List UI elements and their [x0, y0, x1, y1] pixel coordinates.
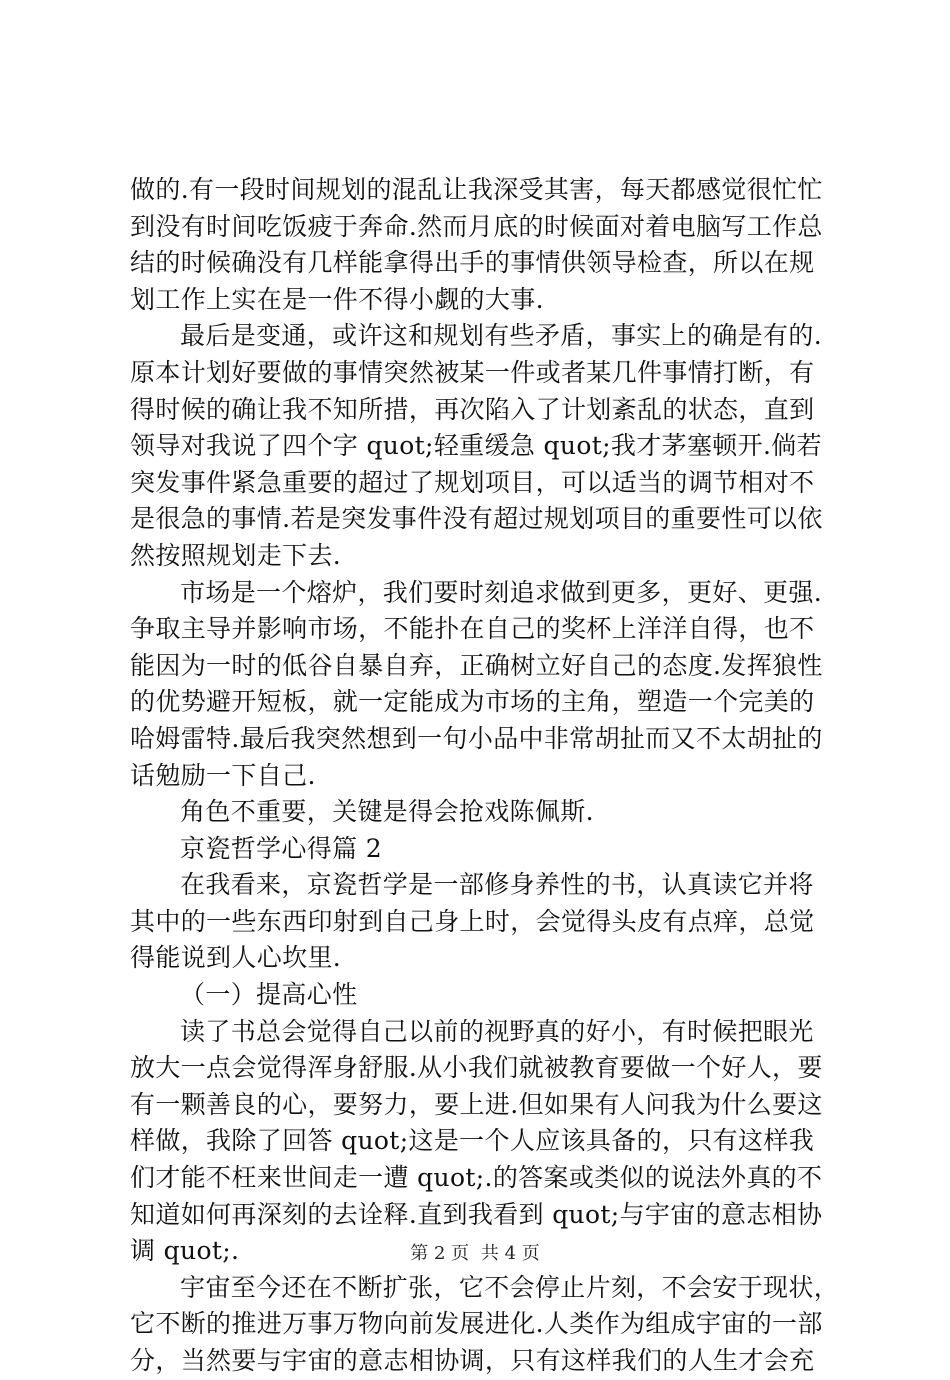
text-line: 最后是变通，或许这和规划有些矛盾，事实上的确是有的. [180, 321, 823, 351]
text-line: 们才能不枉来世间走一遭 quot;.的答案或类似的说法外真的不 [130, 1163, 823, 1193]
text-line: 的优势避开短板，就一定能成为市场的主角，塑造一个完美的 [130, 687, 815, 717]
text-line: 有一颗善良的心，要努力，要上进.但如果有人问我为什么要这 [130, 1089, 823, 1119]
page-footer [0, 1242, 950, 1266]
text-line: 样做，我除了回答 quot;这是一个人应该具备的，只有这样我 [130, 1126, 815, 1156]
page-total: 共 4 页 [480, 1243, 540, 1264]
text-line: 能因为一时的低谷自暴自弃，正确树立好自己的态度.发挥狼性 [130, 650, 823, 680]
text-line: 京瓷哲学心得篇 2 [180, 833, 383, 863]
text-line: 得能说到人心坎里. [130, 943, 342, 973]
page-number: 第 2 页 [410, 1243, 470, 1264]
text-line: 然按照规划走下去. [130, 540, 342, 570]
text-line: 划工作上实在是一件不得小觑的大事. [130, 284, 544, 314]
text-line: 宇宙至今还在不断扩张，它不会停止片刻，不会安于现状， [180, 1272, 840, 1302]
text-line: 在我看来，京瓷哲学是一部修身养性的书，认真读它并将 [180, 870, 814, 900]
text-line: 放大一点会觉得浑身舒服.从小我们就被教育要做一个好人，要 [130, 1053, 823, 1083]
text-line: 哈姆雷特.最后我突然想到一句小品中非常胡扯而又不太胡扯的 [130, 723, 823, 753]
text-line: 读了书总会觉得自己以前的视野真的好小，有时候把眼光 [180, 1016, 814, 1046]
text-line: 调 quot;. [130, 1236, 240, 1266]
text-line: 到没有时间吃饭疲于奔命.然而月底的时候面对着电脑写工作总 [130, 211, 823, 241]
text-line: 市场是一个熔炉，我们要时刻追求做到更多，更好、更强. [180, 577, 823, 607]
text-line: 知道如何再深刻的去诠释.直到我看到 quot;与宇宙的意志相协 [130, 1199, 823, 1229]
text-line: （一）提高心性 [180, 980, 358, 1010]
text-line: 它不断的推进万事万物向前发展进化.人类作为组成宇宙的一部 [130, 1309, 823, 1339]
text-line: 领导对我说了四个字 quot;轻重缓急 quot;我才茅塞顿开.倘若 [130, 431, 822, 461]
text-line: 得时候的确让我不知所措，再次陷入了计划紊乱的状态，直到 [130, 394, 815, 424]
text-line: 原本计划好要做的事情突然被某一件或者某几件事情打断，有 [130, 357, 815, 387]
text-line: 争取主导并影响市场，不能扑在自己的奖杯上洋洋自得，也不 [130, 614, 815, 644]
text-line: 突发事件紧急重要的超过了规划项目，可以适当的调节相对不 [130, 467, 815, 497]
text-line: 角色不重要，关键是得会抢戏陈佩斯. [180, 797, 594, 827]
text-line: 其中的一些东西印射到自己身上时，会觉得头皮有点痒，总觉 [130, 906, 815, 936]
text-line: 分，当然要与宇宙的意志相协调，只有这样我们的人生才会充 [130, 1346, 815, 1375]
document-body [130, 172, 840, 1380]
text-line: 做的.有一段时间规划的混乱让我深受其害，每天都感觉很忙忙 [130, 175, 823, 204]
text-line: 话勉励一下自己. [130, 760, 316, 790]
text-line: 是很急的事情.若是突发事件没有超过规划项目的重要性可以依 [130, 504, 823, 534]
text-line: 结的时候确没有几样能拿得出手的事情供领导检查，所以在规 [130, 248, 815, 278]
